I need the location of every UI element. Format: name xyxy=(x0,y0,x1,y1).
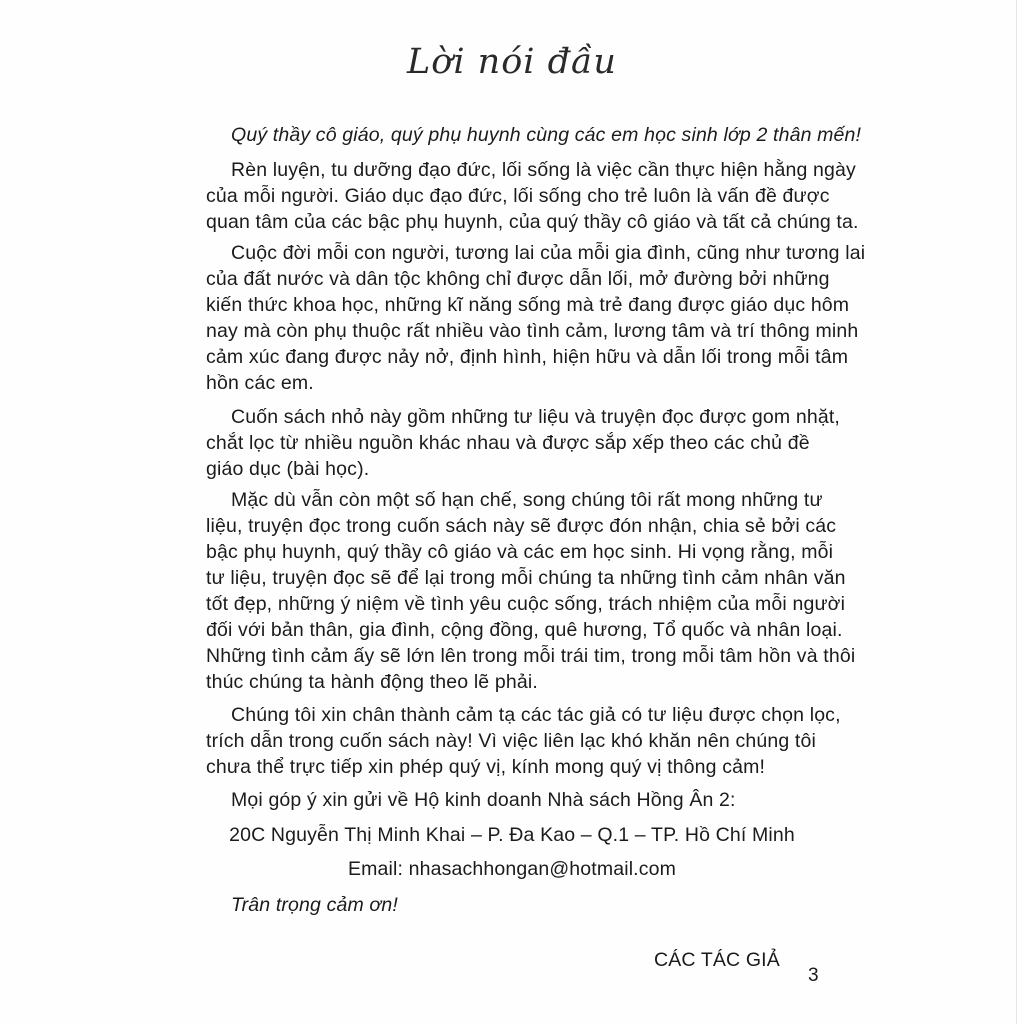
text-line: đối với bản thân, gia đình, cộng đồng, quê hương, Tổ quốc và nhân loại. xyxy=(206,619,843,641)
text-line: nay mà còn phụ thuộc rất nhiều vào tình cảm, lương tâm và trí thông minh xyxy=(206,320,859,342)
text-line: Rèn luyện, tu dưỡng đạo đức, lối sống là việc cần thực hiện hằng ngày xyxy=(231,159,856,181)
text-line: trích dẫn trong cuốn sách này! Vì việc liên lạc khó khăn nên chúng tôi xyxy=(206,730,816,752)
text-line: chắt lọc từ nhiều nguồn khác nhau và được sắp xếp theo các chủ đề xyxy=(206,432,810,454)
text-line: bậc phụ huynh, quý thầy cô giáo và các em học sinh. Hi vọng rằng, mỗi xyxy=(206,541,834,563)
text-line: thúc chúng ta hành động theo lẽ phải. xyxy=(206,671,538,693)
text-line: tư liệu, truyện đọc sẽ để lại trong mỗi chúng ta những tình cảm nhân văn xyxy=(206,567,846,589)
page-title: Lời nói đầu xyxy=(407,42,617,82)
text-line: giáo dục (bài học). xyxy=(206,458,370,480)
text-line: Cuộc đời mỗi con người, tương lai của mỗi gia đình, cũng như tương lai xyxy=(231,242,866,264)
text-line: của đất nước và dân tộc không chỉ được dẫn lối, mở đường bởi những xyxy=(206,268,830,290)
text-line: cảm xúc đang được nảy nở, định hình, hiện hữu và dẫn lối trong mỗi tâm xyxy=(206,346,849,368)
text-line: Những tình cảm ấy sẽ lớn lên trong mỗi trái tim, trong mỗi tâm hồn và thôi xyxy=(206,645,856,667)
text-line: hồn các em. xyxy=(206,372,314,394)
text-line: của mỗi người. Giáo dục đạo đức, lối sống cho trẻ luôn là vấn đề được xyxy=(206,185,830,207)
page-number: 3 xyxy=(808,965,819,986)
address: 20C Nguyễn Thị Minh Khai – P. Đa Kao – Q.1 – TP. Hồ Chí Minh xyxy=(229,824,795,846)
text-line: quan tâm của các bậc phụ huynh, của quý thầy cô giáo và tất cả chúng ta. xyxy=(206,211,859,233)
text-line: liệu, truyện đọc trong cuốn sách này sẽ được đón nhận, chia sẻ bởi các xyxy=(206,515,837,537)
text-line: Mặc dù vẫn còn một số hạn chế, song chúng tôi rất mong những tư xyxy=(231,489,823,511)
text-line: tốt đẹp, những ý niệm về tình yêu cuộc sống, trách nhiệm của mỗi người xyxy=(206,593,846,615)
contact-intro: Mọi góp ý xin gửi về Hộ kinh doanh Nhà sách Hồng Ân 2: xyxy=(231,789,736,811)
closing: Trân trọng cảm ơn! xyxy=(231,894,398,916)
text-line: kiến thức khoa học, những kĩ năng sống mà trẻ đang được giáo dục hôm xyxy=(206,294,850,316)
text-line: Cuốn sách nhỏ này gồm những tư liệu và truyện đọc được gom nhặt, xyxy=(231,406,840,428)
greeting: Quý thầy cô giáo, quý phụ huynh cùng các em học sinh lớp 2 thân mến! xyxy=(231,124,862,146)
text-line: Chúng tôi xin chân thành cảm tạ các tác giả có tư liệu được chọn lọc, xyxy=(231,704,841,726)
email: Email: nhasachhongan@hotmail.com xyxy=(347,858,677,880)
text-line: chưa thể trực tiếp xin phép quý vị, kính mong quý vị thông cảm! xyxy=(206,756,766,778)
signature: CÁC TÁC GIẢ xyxy=(654,949,780,971)
